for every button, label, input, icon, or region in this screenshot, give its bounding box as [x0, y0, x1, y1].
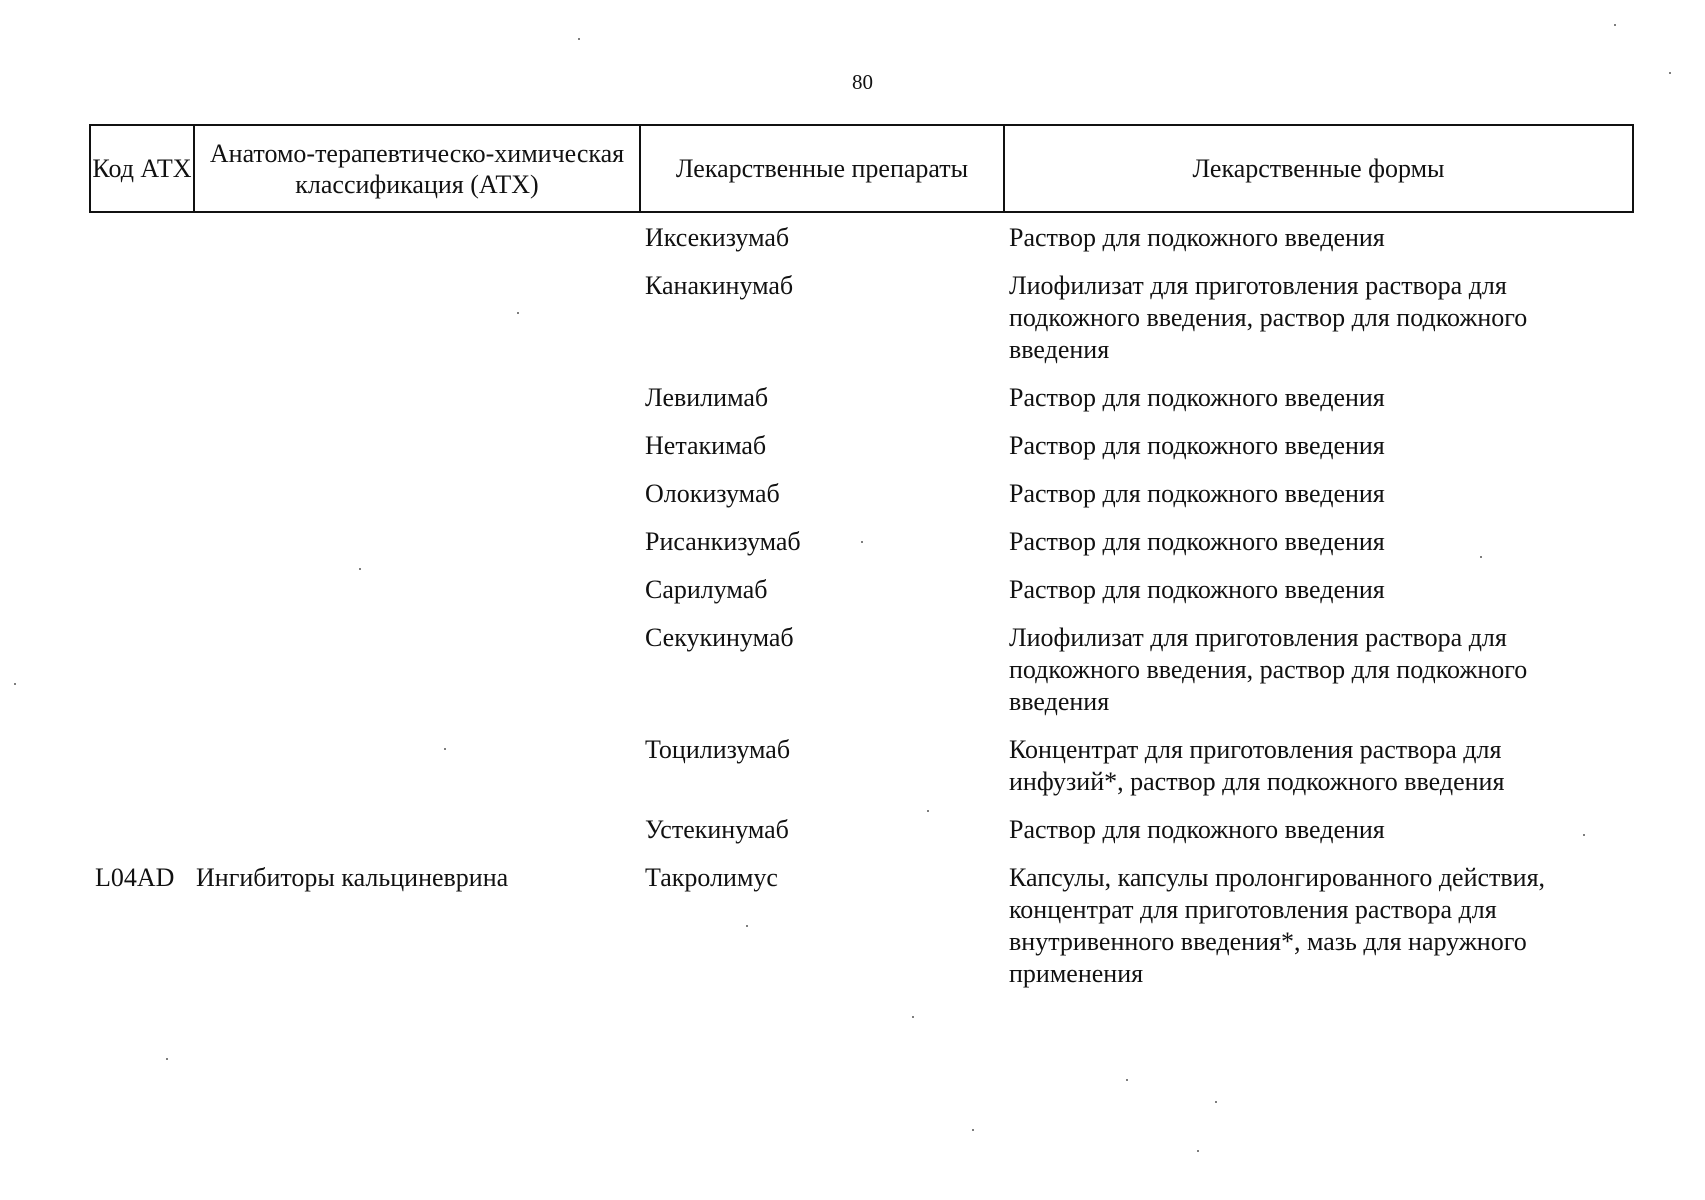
- cell-drug: Нетакимаб: [645, 431, 767, 460]
- scan-speck: [359, 568, 361, 570]
- scan-speck: [861, 541, 863, 543]
- table-row: [0, 430, 1705, 462]
- table-row: [0, 574, 1705, 606]
- cell-code: L04AD: [95, 863, 175, 892]
- scan-speck: [927, 810, 929, 812]
- cell-drug: Рисанкизумаб: [645, 527, 801, 556]
- cell-drug: Левилимаб: [645, 383, 769, 412]
- table-row: [0, 222, 1705, 254]
- scan-speck: [1197, 1150, 1199, 1152]
- table-header: [89, 124, 1634, 213]
- table-row: [0, 862, 1705, 990]
- page-number: 80: [852, 70, 873, 94]
- cell-form: Раствор для подкожного введения: [1009, 479, 1385, 508]
- scan-speck: [578, 38, 580, 40]
- scan-speck: [14, 683, 16, 685]
- header-code: Код АТХ: [91, 126, 195, 211]
- scan-speck: [912, 1016, 914, 1018]
- table-row: [0, 270, 1705, 366]
- cell-form: Лиофилизат для приготовления раствора для подкожного введения, раствор для подкожного введения: [1009, 623, 1528, 716]
- table-row: [0, 622, 1705, 718]
- cell-form: Раствор для подкожного введения: [1009, 575, 1385, 604]
- cell-drug: Устекинумаб: [645, 815, 789, 844]
- header-classification: Анатомо-терапевтическо-химическая классификация (АТХ): [195, 126, 641, 211]
- scan-speck: [1669, 72, 1671, 74]
- cell-form: Раствор для подкожного введения: [1009, 527, 1385, 556]
- scan-speck: [517, 312, 519, 314]
- table-row: [0, 814, 1705, 846]
- header-drugs: Лекарственные препараты: [641, 126, 1005, 211]
- scan-speck: [444, 748, 446, 750]
- cell-form: Раствор для подкожного введения: [1009, 431, 1385, 460]
- cell-drug: Канакинумаб: [645, 271, 794, 300]
- scan-speck: [1126, 1079, 1128, 1081]
- cell-form: Раствор для подкожного введения: [1009, 223, 1385, 252]
- cell-form: Лиофилизат для приготовления раствора для подкожного введения, раствор для подкожного введения: [1009, 271, 1528, 364]
- cell-form: Раствор для подкожного введения: [1009, 815, 1385, 844]
- cell-drug: Тоцилизумаб: [645, 735, 791, 764]
- cell-drug: Такролимус: [645, 863, 778, 892]
- scan-speck: [972, 1129, 974, 1131]
- cell-form: Раствор для подкожного введения: [1009, 383, 1385, 412]
- cell-classification: Ингибиторы кальциневрина: [196, 863, 509, 892]
- cell-drug: Олокизумаб: [645, 479, 780, 508]
- scan-speck: [746, 925, 748, 927]
- cell-drug: Сарилумаб: [645, 575, 768, 604]
- scan-speck: [1215, 1101, 1217, 1103]
- table-row: [0, 526, 1705, 558]
- table-row: [0, 478, 1705, 510]
- scan-speck: [166, 1058, 168, 1060]
- table-body: [0, 222, 1705, 1006]
- cell-form: Капсулы, капсулы пролонгированного действия, концентрат для приготовления раствора для внутривенного введения*, мазь для наружного применения: [1009, 863, 1546, 988]
- header-forms: Лекарственные формы: [1192, 154, 1445, 183]
- scan-speck: [1583, 834, 1585, 836]
- scan-speck: [1480, 556, 1482, 558]
- table-row: [0, 734, 1705, 798]
- cell-drug: Секукинумаб: [645, 623, 794, 652]
- scan-speck: [1614, 24, 1616, 26]
- cell-drug: Иксекизумаб: [645, 223, 790, 252]
- cell-form: Концентрат для приготовления раствора для инфузий*, раствор для подкожного введения: [1009, 735, 1505, 796]
- table-row: [0, 382, 1705, 414]
